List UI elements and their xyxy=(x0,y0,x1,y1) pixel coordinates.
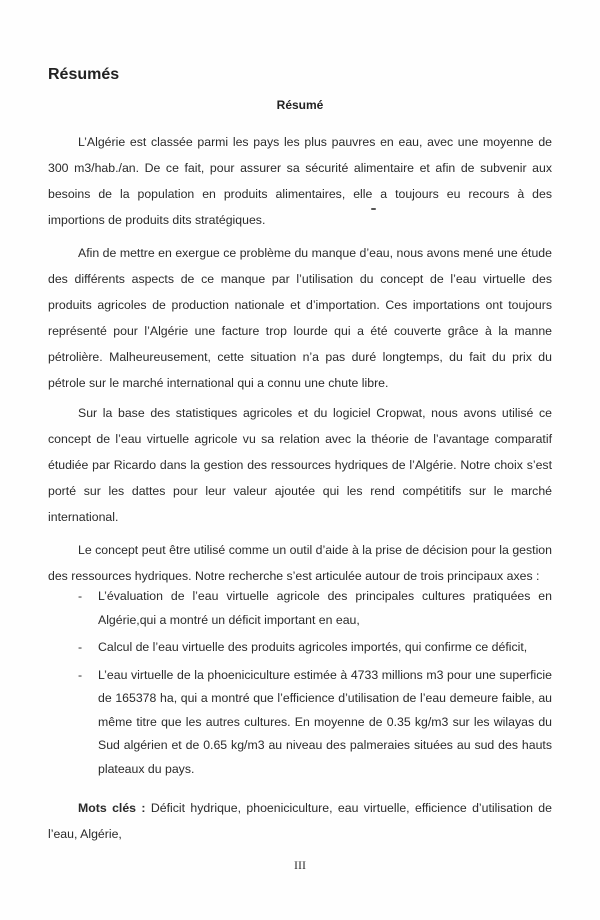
keywords-paragraph xyxy=(48,795,552,847)
paragraph-4: Le concept peut être utilisé comme un outil d’aide à la prise de décision pour la gestion des ressources hydriques. Notre recherche s’est articulée autour de trois principaux axes : xyxy=(48,543,552,583)
list-item xyxy=(48,636,552,660)
paragraph-3: Sur la base des statistiques agricoles et du logiciel Cropwat, nous avons utilisé ce concept de l’eau virtuelle agricole vu sa relation avec la théorie de l’avantage comparatif étudiée par Ricardo dans la gestion des ressources hydriques de l’Algérie. Notre choix s’est porté sur les dattes pour leur valeur ajoutée qui les rend compétitifs sur le marché international. xyxy=(48,406,552,524)
axes-list xyxy=(48,585,552,785)
keywords-label: Mots clés : xyxy=(78,801,146,815)
bullet-dash: - xyxy=(78,589,83,603)
list-item-text: Calcul de l’eau virtuelle des produits agricoles importés, qui confirme ce déficit, xyxy=(98,640,528,654)
page-number: III xyxy=(294,858,306,872)
keywords-text: Déficit hydrique, phoeniciculture, eau virtuelle, efficience d’utilisation de l’eau, Algérie, xyxy=(48,801,552,841)
list-item xyxy=(48,585,552,632)
bullet-dash: - xyxy=(78,667,83,682)
bullet-dash: - xyxy=(78,640,83,654)
list-item xyxy=(48,664,552,782)
scan-speck xyxy=(371,208,376,210)
paragraph-2: Afin de mettre en exergue ce problème du manque d’eau, nous avons mené une étude des différents aspects de ce manque par l’utilisation du concept de l’eau virtuelle des produits agricoles de production nationale et d’importation. Ces importations ont toujours représenté pour l’Algérie une facture trop lourde qui a été couverte grâce à la manne pétrolière. Malheureusement, cette situation n’a pas duré longtemps, du fait du prix du pétrole sur le marché international qui a connu une chute libre. xyxy=(48,246,552,390)
abstract-title: Résumé xyxy=(276,98,324,112)
list-item-text: L’eau virtuelle de la phoeniciculture estimée à 4733 millions m3 pour une superficie de 165378 ha, qui a montré que l’efficience d’utilisation de l’eau demeure faible, au même titre que les autres cultures. En moyenne de 0.35 kg/m3 sur les wilayas du Sud algérien et de 0.65 kg/m3 au niveau des palmeraies situées au sud des hauts plateaux du pays. xyxy=(98,667,552,776)
section-title: Résumés xyxy=(48,66,120,83)
paragraph-1: L’Algérie est classée parmi les pays les plus pauvres en eau, avec une moyenne de 300 m3/hab./an. De ce fait, pour assurer sa sécurité alimentaire et afin de subvenir aux besoins de la population en produits alimentaires, elle a toujours eu recours à des importions de produits dits stratégiques. xyxy=(48,135,552,227)
list-item-text: L’évaluation de l’eau virtuelle agricole des principales cultures pratiquées en Algérie,qui a montré un déficit important en eau, xyxy=(98,589,552,627)
